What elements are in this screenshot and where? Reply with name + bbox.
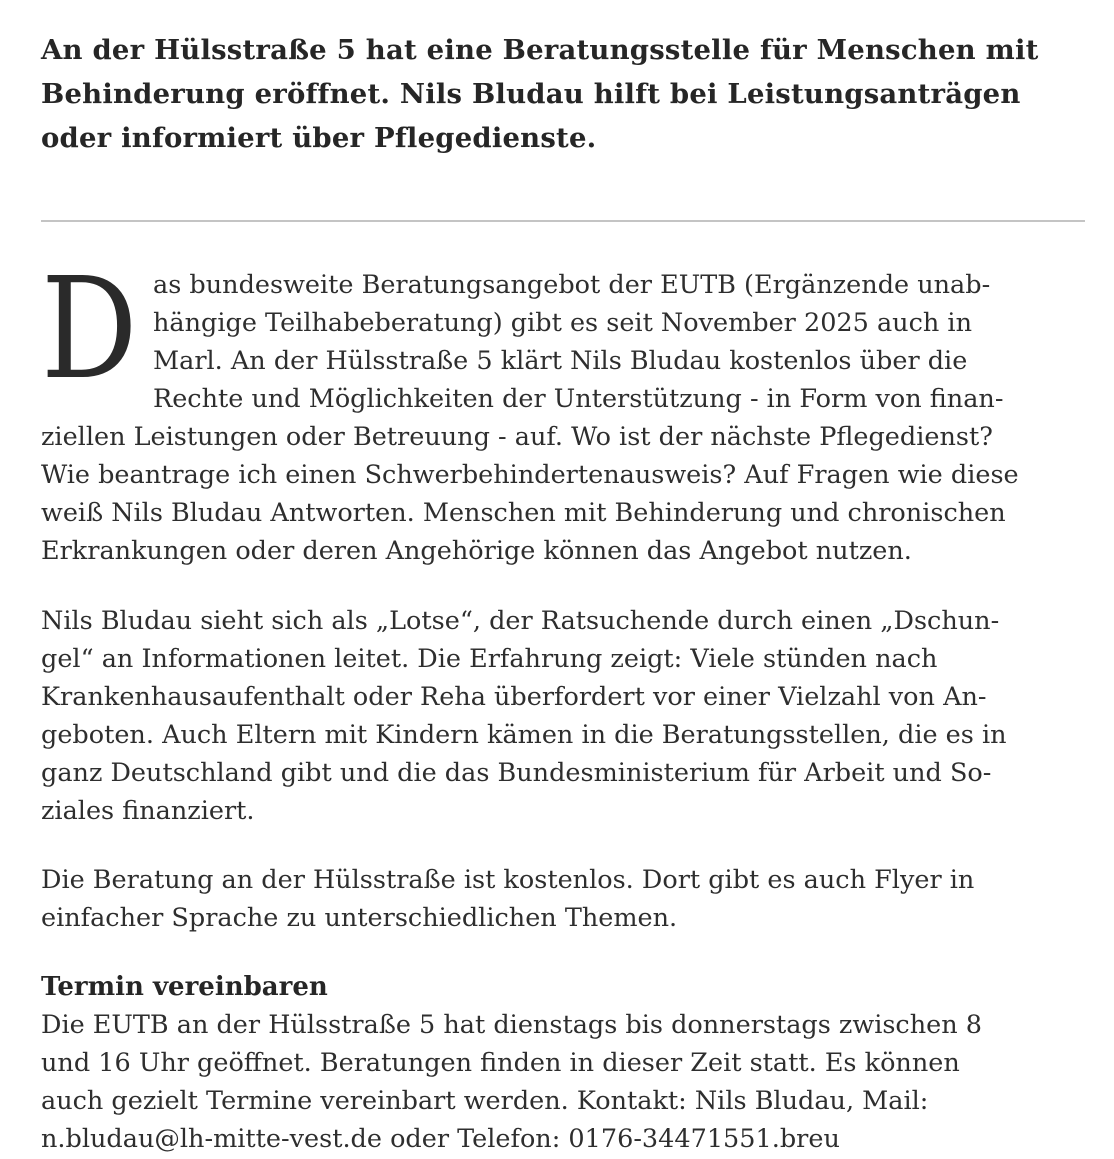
lead-line: Behinderung eröffnet. Nils Bludau hilft bei Leistungsanträgen xyxy=(41,78,1021,110)
text-line: ziellen Leistungen oder Betreuung - auf. Wo ist der nächste Pflegedienst? xyxy=(41,422,993,452)
text-line: hängige Teilhabeberatung) gibt es seit November 2025 auch in xyxy=(153,308,972,338)
paragraph-intro xyxy=(41,266,1087,570)
text-line: Die EUTB an der Hülsstraße 5 hat dienstags bis donnerstags zwischen 8 xyxy=(41,1010,982,1040)
paragraph-lotse xyxy=(41,602,1087,830)
drop-cap: D xyxy=(41,248,138,411)
phone-label: oder Telefon: xyxy=(381,1124,569,1154)
text-line: ziales finanziert. xyxy=(41,796,255,826)
author-signature: .breu xyxy=(771,1124,840,1154)
text-line: ganz Deutschland gibt und die das Bundesministerium für Arbeit und So- xyxy=(41,758,992,788)
text-line: Marl. An der Hülsstraße 5 klärt Nils Bludau kostenlos über die xyxy=(153,346,968,376)
lead-line: An der Hülsstraße 5 hat eine Beratungsstelle für Menschen mit xyxy=(41,34,1039,66)
text-line: weiß Nils Bludau Antworten. Menschen mit Behinderung und chronischen xyxy=(41,498,1006,528)
text-line: und 16 Uhr geöffnet. Beratungen finden in dieser Zeit statt. Es können xyxy=(41,1048,960,1078)
text-line: Wie beantrage ich einen Schwerbehindertenausweis? Auf Fragen wie diese xyxy=(41,460,1019,490)
text-line: Die Beratung an der Hülsstraße ist kostenlos. Dort gibt es auch Flyer in xyxy=(41,865,975,895)
text-line: as bundesweite Beratungsangebot der EUTB (Ergänzende unab- xyxy=(153,270,991,300)
text-line: gel“ an Informationen leitet. Die Erfahrung zeigt: Viele stünden nach xyxy=(41,644,938,674)
text-line: Erkrankungen oder deren Angehörige können das Angebot nutzen. xyxy=(41,536,912,566)
text-line: Rechte und Möglichkeiten der Unterstützung - in Form von finan- xyxy=(153,384,1004,414)
contact-line xyxy=(41,1120,1087,1158)
phone-number[interactable]: 0176-34471551 xyxy=(568,1124,772,1154)
paragraph-free-consultation xyxy=(41,861,1087,937)
text-line: Krankenhausaufenthalt oder Reha überfordert vor einer Vielzahl von An- xyxy=(41,682,987,712)
text-line: auch gezielt Termine vereinbart werden. Kontakt: Nils Bludau, Mail: xyxy=(41,1086,929,1116)
email-link[interactable]: n.bludau@lh-mitte-vest.de xyxy=(41,1124,382,1154)
article-page xyxy=(41,0,1087,1154)
paragraph-contact xyxy=(41,1006,1087,1158)
text-line: einfacher Sprache zu unterschiedlichen Themen. xyxy=(41,903,678,933)
article-lead xyxy=(41,28,1087,160)
text-line: geboten. Auch Eltern mit Kindern kämen in die Beratungsstellen, die es in xyxy=(41,720,1007,750)
section-divider xyxy=(41,220,1085,222)
text-line: Nils Bludau sieht sich als „Lotse“, der Ratsuchende durch einen „Dschun- xyxy=(41,606,1000,636)
subheading-appointment: Termin vereinbaren xyxy=(41,972,328,1002)
lead-line: oder informiert über Pflegedienste. xyxy=(41,122,597,154)
